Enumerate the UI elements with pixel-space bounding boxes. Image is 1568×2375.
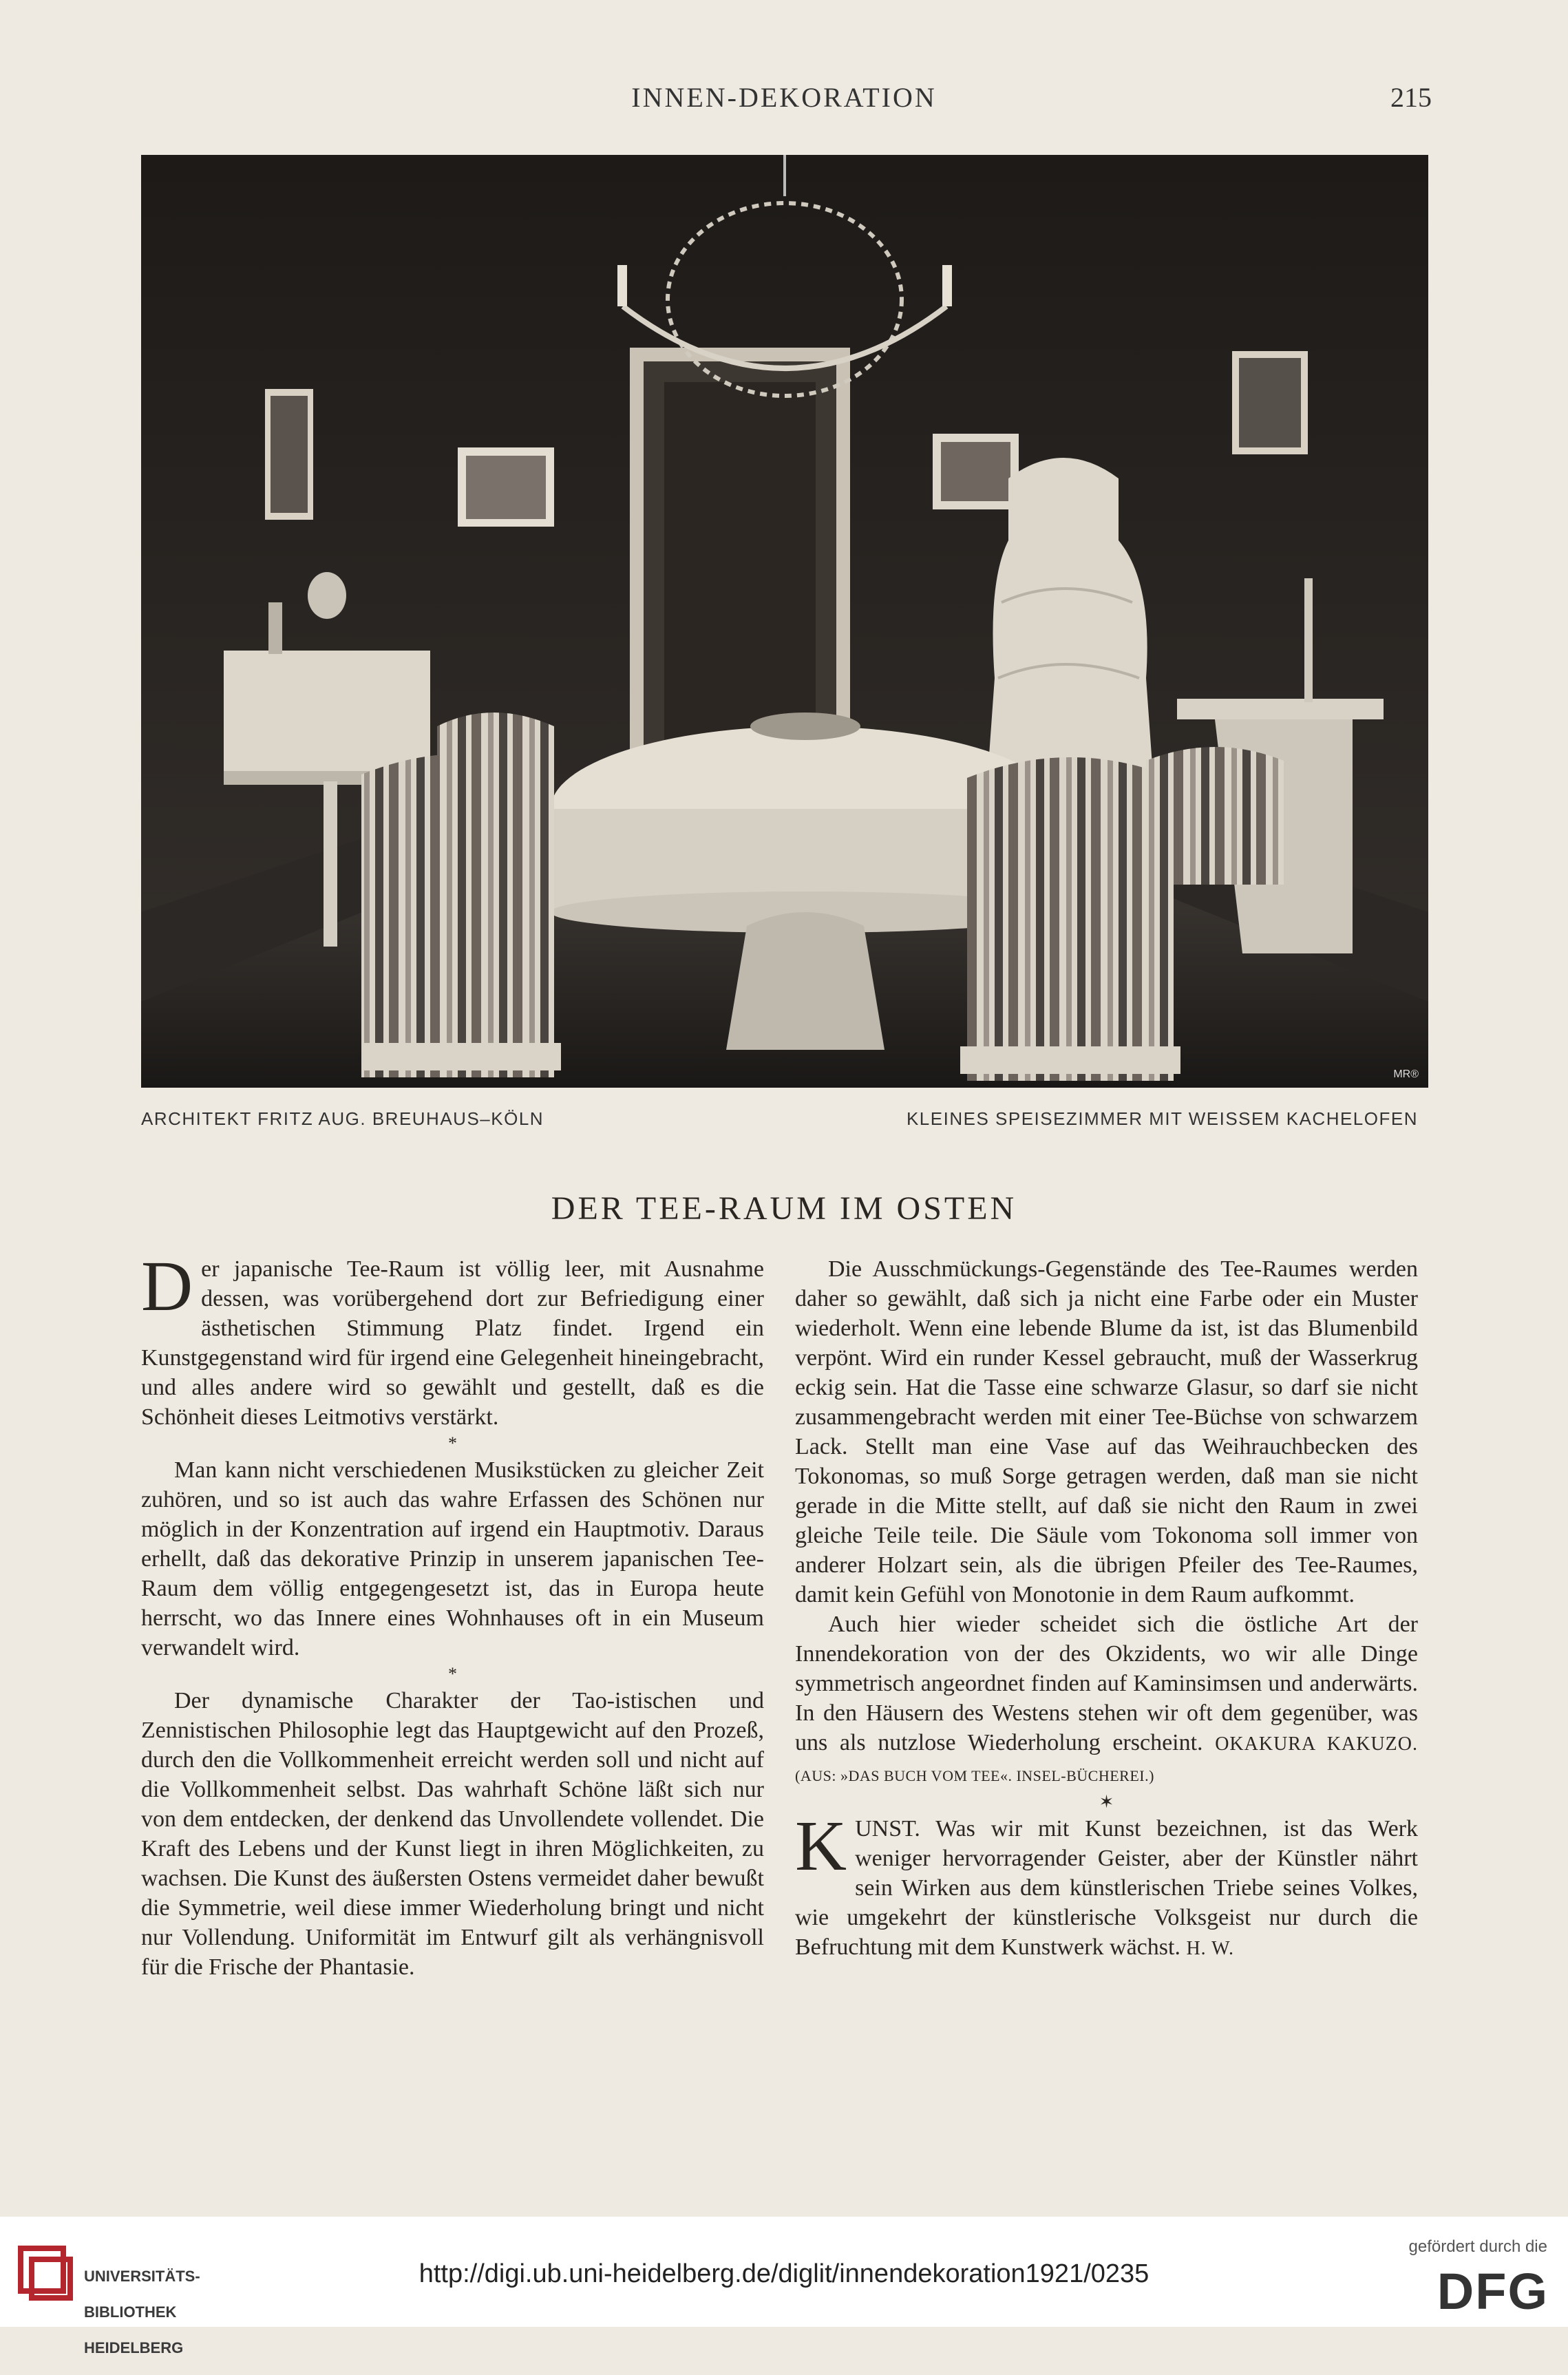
- university-library-name: UNIVERSITÄTS- BIBLIOTHEK HEIDELBERG: [84, 2268, 200, 2356]
- paragraph-text: UNST. Was wir mit Kunst bezeichnen, ist das Werk weniger hervorragender Geister, aber der Künstler nährt sein Wirken aus dem künstlerischen Triebe seines Volkes, wie umgekehrt der künstlerische Volksgeist nur durch die Befruchtung mit dem Kunstwerk wächst.: [795, 1816, 1418, 1960]
- drop-cap: D: [141, 1247, 193, 1326]
- paragraph-text: Auch hier wieder scheidet sich die östliche Art der Innendekoration von der des Okzidents, wo wir alle Dinge symmetrisch angeordnet finden auf Kaminsimsen und anderwärts. In den Häusern des Westens stehen wir oft dem gegenüber, was uns als nutzlose Wiederholung erscheint.: [795, 1612, 1418, 1755]
- photo-caption-architect: ARCHITEKT FRITZ AUG. BREUHAUS–KÖLN: [141, 1108, 544, 1129]
- article-right-column: [795, 1254, 1418, 1963]
- section-divider-star: *: [448, 1433, 457, 1453]
- article-left-column: [141, 1247, 764, 1982]
- author-signature: H. W.: [1186, 1938, 1235, 1959]
- digitization-footer: [0, 2217, 1568, 2356]
- photo-caption-title: KLEINES SPEISEZIMMER MIT WEISSEM KACHELOFEN: [906, 1108, 1418, 1129]
- drop-cap: K: [795, 1806, 847, 1886]
- quote-source: (AUS: »DAS BUCH VOM TEE«. INSEL-BÜCHEREI.): [795, 1767, 1154, 1784]
- quote-author: OKAKURA KAKUZO.: [1215, 1733, 1418, 1755]
- page-number: 215: [1390, 82, 1432, 113]
- paragraph: [795, 1609, 1418, 1791]
- running-title: INNEN-DEKORATION: [631, 82, 937, 113]
- paragraph: Die Ausschmückungs-Gegenstände des Tee-Raumes werden daher so gewählt, daß sich ja nicht eine Farbe oder ein Muster wiederholt. Wenn eine lebende Blume da ist, ist das Blumenbild verpönt. Wird ein runder Kessel gebraucht, muß der Wasserkrug eckig sein. Hat die Tasse eine schwarze Glasur, so darf sie nicht zusammengebracht werden mit einer Tee-Büchse von schwarzem Lack. Stellt man eine Vase auf das Weihrauchbecken des Tokonomas, so muß Sorge getragen werden, daß man sie nicht gerade in die Mitte stellt, auf daß sie nicht den Raum in zwei gleiche Teile teile. Die Säule vom Tokonoma soll immer von anderer Holzart sein, als die übrigen Pfeiler des Tee-Raumes, damit kein Gefühl von Monotonie in dem Raum aufkommt.: [795, 1256, 1418, 1607]
- paragraph: [141, 1247, 764, 1432]
- dining-room-illustration: [141, 155, 1428, 1088]
- section-divider-star: ✶: [1099, 1792, 1114, 1812]
- article-title: DER TEE-RAUM IM OSTEN: [551, 1190, 1017, 1227]
- dining-room-photograph: [141, 155, 1428, 1088]
- paragraph: Der dynamische Charakter der Tao-istischen und Zennistischen Philosophie legt das Hauptgewicht auf den Prozeß, durch den die Vollkommenheit erreicht werden soll und nicht auf die Vollkommenheit selbst. Das wahrhaft Schöne läßt sich nur von dem entdecken, der denkend das Unvollendete vollendet. Die Kraft des Lebens und der Kunst liegt in ihren Möglichkeiten, zu wachsen. Die Kunst des äußersten Ostens vermeidet daher bewußt die Symmetrie, weil diese immer Wiederholung bringt und nicht nur Vollendung. Uniformität im Entwurf gilt als verhängnisvoll für die Frische der Phantasie.: [141, 1688, 764, 1980]
- paragraph: [795, 1806, 1418, 1963]
- paragraph: Man kann nicht verschiedenen Musikstücken zu gleicher Zeit zuhören, und so ist auch das wahre Erfassen des Schönen nur möglich in der Konzentration auf irgend ein Hauptmotiv. Daraus erhellt, daß das dekorative Prinzip in unserem japanischen Tee-Raum dem völlig entgegengesetzt ist, das in Europa heute herrscht, wo das Innere eines Wohnhauses oft in ein Museum verwandelt wird.: [141, 1457, 764, 1660]
- funding-label: gefördert durch die: [1408, 2237, 1547, 2256]
- digital-copy-link[interactable]: http://digi.ub.uni-heidelberg.de/diglit/innendekoration1921/0235: [419, 2259, 1149, 2288]
- section-divider-star: *: [448, 1664, 457, 1684]
- photographer-monogram: MR®: [1393, 1068, 1419, 1080]
- dfg-logo: DFG: [1437, 2263, 1549, 2320]
- paragraph-text: er japanische Tee-Raum ist völlig leer, mit Ausnahme dessen, was vorübergehend dort zur Befriedigung einer ästhetischen Stimmung Platz findet. Irgend ein Kunstgegenstand wird für irgend eine Gelegenheit hineingebracht, und alles andere wird so gewählt und gestellt, daß es die Schönheit dieses Leitmotivs verstärkt.: [141, 1256, 764, 1430]
